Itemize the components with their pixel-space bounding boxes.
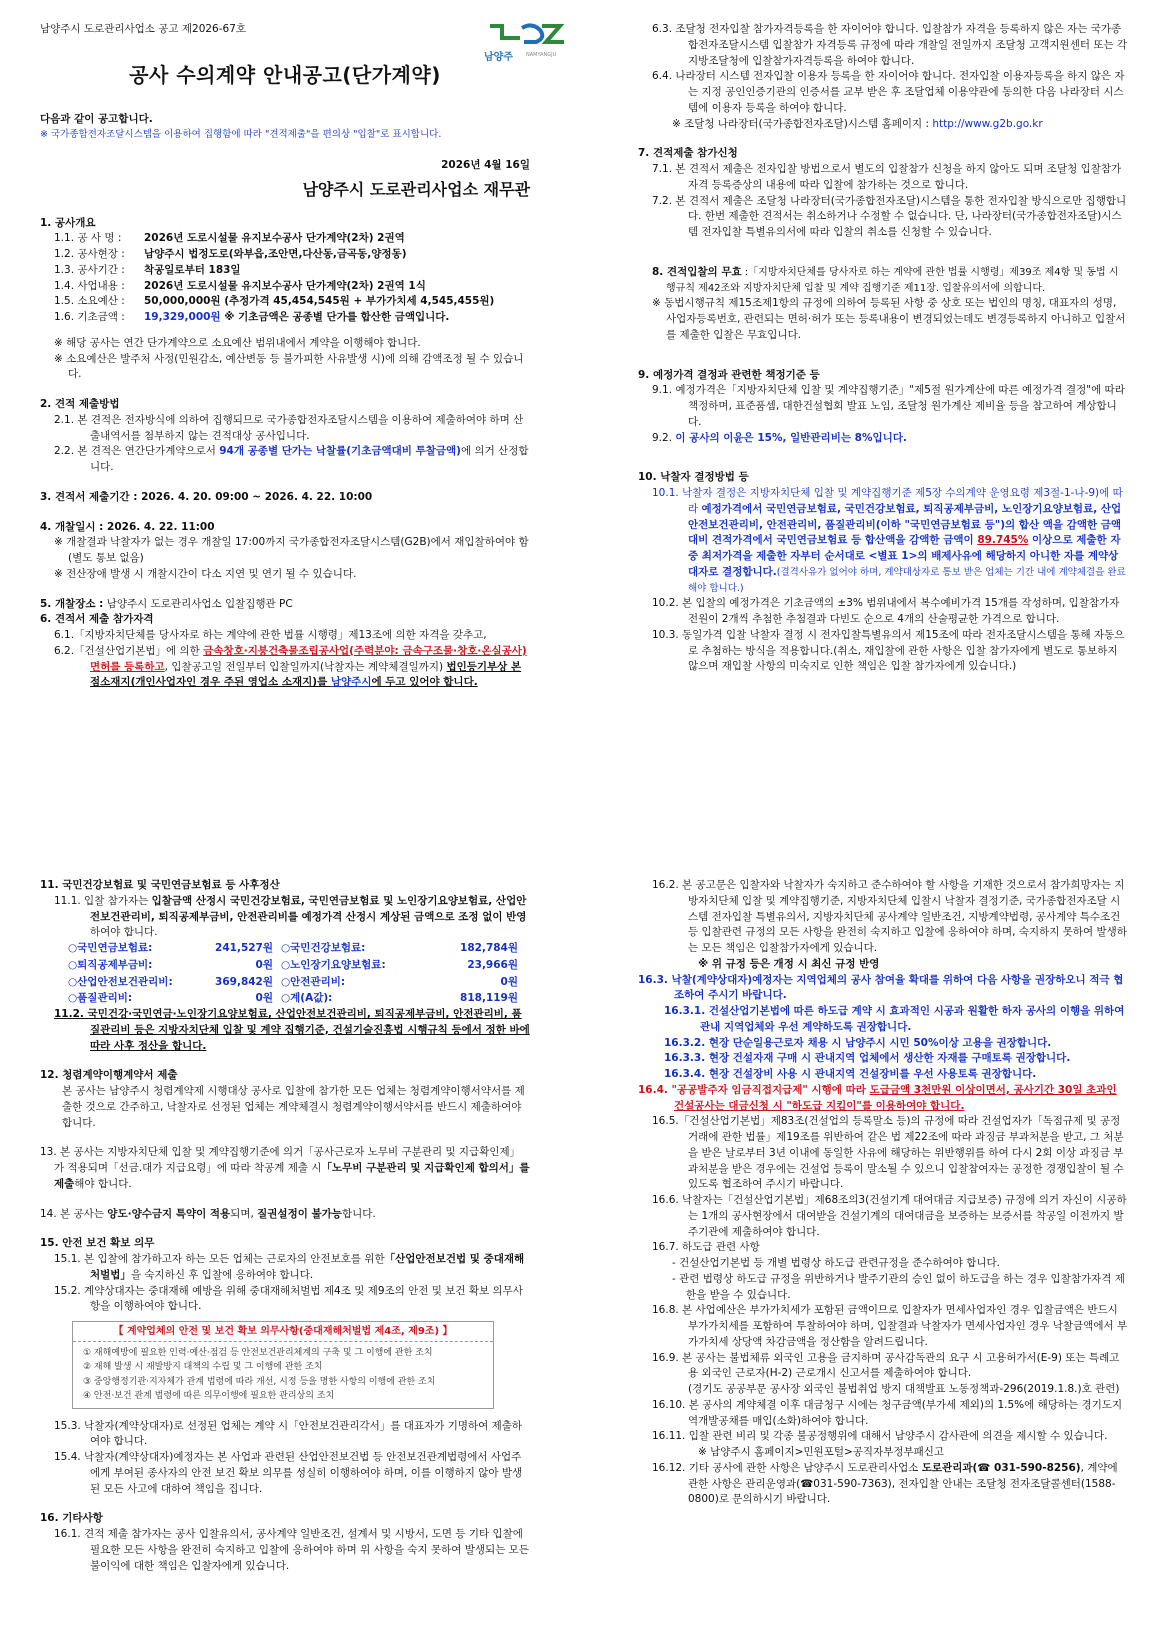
s7-heading: 7. 견적제출 참가신청	[638, 147, 738, 160]
intro: 다음과 같이 공고합니다.	[40, 112, 153, 125]
s12-body: 본 공사는 남양주시 청렴계약제 시행대상 공사로 입찰에 참가한 모든 업체는 청렴계약이행서약서를 제출한 것으로 간주하고, 낙찰자로 선정된 업체는 계약체결시 청렴계약이행서약서를 반드시 제출하여야 합니다.	[62, 1085, 525, 1129]
ins-value: 818,119원	[460, 992, 518, 1005]
s13: 13. 본 공사는 지방자치단체 입찰 및 계약집행기준에 의거「공사근로자 노무비 구분관리 및 지급확인제」가 적용되며「선금.대가 지급요령」에 따라 착공계 제출 시「노무비 구분관리 및 지급확인제 합의서」를 제출해야 합니다.	[40, 1146, 530, 1190]
s16-p1: 16.1. 견적 제출 참가자는 공사 입찰유의서, 공사계약 일반조건, 설계서 및 시방서, 도면 등 기타 입찰에 필요한 모든 사항을 완전히 숙지하고 입찰에 응하여야 하며 위 사항을 숙지 못하여 발생되는 모든 불이익에 대한 책임은 입찰자에게 있습니다.	[54, 1528, 529, 1572]
s16-p3: 16.3. 낙찰(계약상대자)예정자는 지역업체의 공사 참여율 확대를 위하여 다음 사항을 권장하오니 적극 협조하여 주시기 바랍니다.	[638, 973, 1124, 1002]
s16-p11: 16.11. 입찰 관련 비리 및 각종 불공정행위에 대해서 남양주시 감사관에 의견을 제시할 수 있습니다.	[652, 1430, 1108, 1443]
page-title: 공사 수의계약 안내공고(단가계약)	[129, 62, 441, 87]
insurance-table	[40, 941, 530, 1007]
s15-p4: 15.4. 낙찰자(계약상대자)예정자는 본 사업과 관련된 산업안전보건법 등 안전보건관계법령에서 사업주에게 부여된 종사자의 안전 보건 확보 의무를 성실히 이행하여야 하며, 이를 이행하지 않아 발생된 모든 사고에 대하여 책임을 집니다.	[54, 1451, 523, 1495]
s16-p12: 16.12. 기타 공사에 관한 사항은 남양주시 도로관리사업소 도로관리과(☎ 031-590-8256), 계약에 관한 사항은 관리운영과(☎031-590-7363), 전자입찰 안내는 조달청 전자조달콜센터(1588-0800)로 문의하시기 바랍니다.	[652, 1461, 1118, 1506]
ins-label: ○산업안전보건관리비:	[68, 975, 173, 988]
s16-p72: - 관련 법령상 하도급 규정을 위반하거나 발주기관의 승인 없이 하도급을 하는 경우 입찰참가자격 제한을 받을 수 있습니다.	[672, 1272, 1125, 1301]
ins-label: ○국민건강보험료:	[281, 942, 366, 954]
box-item: ③ 중앙행정기관·지자체가 관계 법령에 따라 개선, 시정 등을 명한 사항의 이행에 관한 조치	[83, 1376, 436, 1387]
safety-obligations-box	[72, 1321, 494, 1409]
s6-p2: 6.2.「건설산업기본법」에 의한 금속창호·지붕건축물조립공사업(주력분야: 금속구조물·창호·온실공사) 면허를 등록하고, 입찰공고일 전일부터 입찰일까지(낙찰자는 계약체결일까지) 법인등기부상 본점소재지(개인사업자인 경우 주된 영업소 소재지)를 남양주시에 두고 있어야 합니다.	[54, 644, 527, 689]
box-title: 【 계약업체의 안전 및 보건 확보 의무사항(중대재해처벌법 제4조, 제9조) 】	[73, 1322, 493, 1342]
ins-label: ○국민연금보험료:	[68, 942, 153, 954]
s16-p5: 16.5.「건설산업기본법」제83조(건설업의 등록말소 등)의 규정에 따라 건설업자가「독점규제 및 공정거래에 관한 법률」제19조를 위반하여 같은 법 제22조에 따라 과징금 부과처분을 받고, 그 처분을 받은 날로부터 3년 이내에 동일한 사유에 해당하는 위반행위를 하여 다시 2회 이상 과징금 부과처분을 받은 경우에는 건설업 등록이 말소될 수 있으니 입찰참여자는 공정한 경쟁입찰이 될 수 있도록 협조하여 주시기 바랍니다.	[652, 1115, 1124, 1191]
s8-note: ※ 동법시행규칙 제15조제1항의 규정에 의하여 등록된 사항 중 상호 또는 법인의 명칭, 대표자의 성명, 사업자등록번호, 관련되는 면허·허가 또는 등록내용이 변경되었는데도 변경등록하지 아니하고 입찰서를 제출한 입찰은 무효입니다.	[652, 297, 1126, 341]
page1-left-column	[40, 22, 557, 691]
box-item: ④ 안전·보건 관계 법령에 따른 의무이행에 필요한 관리상의 조치	[83, 1391, 335, 1402]
s16-p33: 16.3.3. 현장 건설자재 구매 시 관내지역 업체에서 생산한 자재를 구매토록 권장합니다.	[664, 1052, 1071, 1065]
s14: 14. 본 공사는 양도·양수금지 특약이 적용되며, 질권설정이 불가능합니다.	[40, 1207, 376, 1220]
intro-note: ※ 국가종합전자조달시스템을 이용하여 집행함에 따라 "견적제출"을 편의상 "입찰"로 표시합니다.	[40, 128, 442, 140]
s3-heading: 3. 견적서 제출기간 : 2026. 4. 20. 09:00 ~ 2026. 4. 22. 10:00	[40, 490, 373, 503]
s15-p1: 15.1. 본 입찰에 참가하고자 하는 모든 업체는 근로자의 안전보호를 위한「산업안전보건법 및 중대재해처벌법」을 숙지하신 후 입찰에 응하여야 합니다.	[54, 1253, 525, 1281]
s16-p2: 16.2. 본 공고문은 입찰자와 낙찰자가 숙지하고 준수하여야 할 사항을 기재한 것으로서 참가희망자는 지방자치단체 입찰 및 계약집행기준, 지방자치단체 입찰시 낙찰자 결정기준, 국가종합전자조달 시스템 전자입찰 특별유의서, 지방자치단체 공사계약 일반조건, 지방계약법령, 공사계약 특수조건 등 입찰관련 규정의 모든 사항을 완전히 숙지하고 입찰에 응하여야 하며, 숙지하지 못하여 발생하는 모든 책임은 입찰참가자에게 있습니다.	[652, 879, 1127, 954]
ins-label: ○품질관리비:	[68, 992, 133, 1005]
s7-p2: 7.2. 본 견적서 제출은 조달청 나라장터(국가종합전자조달)시스템을 통한 전자입찰 방식으로만 집행합니다. 한번 제출한 견적서는 취소하거나 수정할 수 없습니다. 단, 나라장터(국가종합전자조달)시스템 전자입찰 특별유의서에 따라 입찰의 취소를 신청할 수 있습니다.	[652, 194, 1127, 238]
ins-value: 23,966원	[467, 958, 518, 971]
s16-p71: - 건설산업기본법 등 개별 법령상 하도급 관련규정을 준수하여야 합니다.	[672, 1257, 1000, 1269]
s11-p2: 11.2. 국민건강·국민연금·노인장기요양보험료, 산업안전보건관리비, 퇴직공제부금비, 안전관리비, 품질관리비 등은 지방자치단체 입찰 및 계약 집행기준, 건설기술진흥법 시행규칙 등에서 정한 바에 따라 사후 정산을 합니다.	[54, 1008, 530, 1052]
s10-p2: 10.2. 본 입찰의 예정가격은 기초금액의 ±3% 범위내에서 복수예비가격 15개를 작성하며, 입찰참가자 전원이 2개씩 추첨한 추첨결과 다빈도 순으로 4개의 산술평균한 가격으로 합니다.	[652, 597, 1120, 625]
s16-p6: 16.6. 낙찰자는「건설산업기본법」제68조의3(건설기계 대여대금 지급보증) 규정에 의거 자신이 시공하는 1개의 공사현장에서 대여받을 건설기계의 대여대금을 보증하는 보증서를 착공일 이전까지 발주기관에 제출하여야 합니다.	[652, 1194, 1127, 1238]
svg-text:NAMYANGJU: NAMYANGJU	[526, 52, 557, 58]
s16-p31: 16.3.1. 건설산업기본법에 따른 하도급 계약 시 효과적인 시공과 원활한 하자 공사의 이행을 위하여 관내 지역업체와 우선 계약하도록 권장합니다.	[664, 1005, 1125, 1033]
announce-date: 2026년 4월 16일	[441, 158, 530, 171]
s16-p9: 16.9. 본 공사는 불법체류 외국인 고용을 금지하며 공사감독관의 요구 시 고용허가서(E-9) 또는 특례고용 외국인 근로자(H-2) 근로개시 신고서를 제출하여야 합니다.	[652, 1351, 1120, 1380]
issuer: 남양주시 도로관리사업소 재무관	[302, 179, 530, 199]
svg-text:남양주: 남양주	[484, 52, 513, 63]
ins-value: 0원	[255, 992, 273, 1005]
s11-p1: 11.1. 입찰 참가자는 입찰금액 산정시 국민건강보험료, 국민연금보험료 및 노인장기요양보험료, 산업안전보건관리비, 퇴직공제부금비, 안전관리비를 예정가격 산정시 계상된 금액으로 조정 없이 반영하여야 합니다.	[54, 894, 527, 939]
ins-label: ○퇴직공제부금비:	[68, 958, 153, 971]
s16-p34: 16.3.4. 현장 건설장비 사용 시 관내지역 건설장비를 우선 사용토록 권장합니다.	[664, 1068, 1037, 1080]
s1-row: 1.2. 공사현장 : 남양주시 법정도로(와부읍,조안면,다산동,금곡동,양정동)	[54, 248, 407, 260]
s9-p1: 9.1. 예정가격은「지방자치단체 입찰 및 계약집행기준」"제5절 원가계산에 따른 예정가격 결정"에 따라 책정하며, 표준품셈, 대한건설협회 발표 노임, 조달청 원가계산 제비율 등을 참고하여 계상합니다.	[652, 384, 1125, 428]
s15-p2: 15.2. 계약상대자는 중대재해 예방을 위해 중대재해처벌법 제4조 및 제9조의 안전 및 보건 확보 의무사항을 이행하여야 합니다.	[54, 1284, 523, 1313]
s2-p1: 2.1. 본 견적은 전자방식에 의하여 집행되므로 국가종합전자조달시스템을 이용하여 제출하여야 하며 산출내역서를 첨부하지 않는 견적대상 공사입니다.	[54, 413, 524, 442]
s1-row: 1.3. 공사기간 : 착공일로부터 183일	[54, 263, 241, 276]
s1-note: ※ 소요예산은 발주처 사정(민원감소, 예산변동 등 불가피한 사유발생 시)에 의해 감액조정 될 수 있습니다.	[54, 352, 524, 381]
s16-p11-note: ※ 남양주시 홈페이지>민원포털>공직자부정부패신고	[698, 1446, 945, 1458]
s16-p4: 16.4. "공공발주자 임금직접지급제" 시행에 따라 도급금액 3천만원 이상이면서, 공사기간 30일 초과인 건설공사는 대금신청 시 "하도급 지킴이"를 이용하여야 합니다.	[638, 1083, 1117, 1112]
s1-row: 1.6. 기초금액 : 19,329,000원 ※ 기초금액은 공종별 단가를 합산한 금액입니다.	[54, 311, 450, 323]
s16-p8: 16.8. 본 사업예산은 부가가치세가 포함된 금액이므로 입찰자가 면세사업자인 경우 입찰금액은 반드시 부가가치세를 포함하여 투찰하여야 하며, 입찰결과 낙찰자가 면세사업자인 경우 낙찰금액에서 부가가치세 상당액 차감금액을 정산함을 알려드립니다.	[652, 1304, 1128, 1348]
s10-p1: 10.1. 낙찰자 결정은 지방자치단체 입찰 및 계약집행기준 제5장 수의계약 운영요령 제3절-1-나-9)에 따라 예정가격에서 국민연금보험료, 국민건강보험료, 퇴직공제부금비, 노인장기요양보험료, 산업안전보건관리비, 안전관리비, 품질관리비(이하 "국민연금보험료 등")의 합산 액을 감액한 금액 대비 견적가격에서 국민연금보험료 등 합산액을 감액한 금액이 89.745% 이상으로 제출한 자 중 최저가격을 제출한 자부터 순서대로 <별표 1>의 배제사유에 해당하지 아니한 자를 계약상대자로 결정합니다.(결격사유가 없어야 하며, 계약대상자로 통보 받은 업체는 기간 내에 계약체결을 완료해야 합니다.)	[652, 487, 1126, 594]
s6-p4: 6.4. 나라장터 시스템 전자입찰 이용자 등록을 한 자이어야 합니다. 전자입찰 이용자등록을 하지 않은 자는 지정 공인인증기관의 인증서를 교부 받은 후 조달업체 이용약관에 동의한 다음 나라장터 시스템에 이용자 등록을 하여야 합니다.	[652, 70, 1125, 114]
s11-heading: 11. 국민건강보험료 및 국민연금보험료 등 사후정산	[40, 879, 280, 891]
s4-note: ※ 전산장애 발생 시 개찰시간이 다소 지연 및 연기 될 수 있습니다.	[54, 567, 357, 580]
s9-heading: 9. 예정가격 결정과 관련한 책정기준 등	[638, 368, 820, 381]
ins-label: ○계(A값):	[281, 992, 333, 1005]
s15-p3: 15.3. 낙찰자(계약상대자)로 선정된 업체는 계약 시「안전보건관리각서」를 대표자가 기명하여 제출하여야 합니다.	[54, 1419, 523, 1448]
s1-row: 1.4. 사업내용 : 2026년 도로시설물 유지보수공사 단가계약(2차) 2권역 1식	[54, 279, 426, 292]
s2-heading: 2. 견적 제출방법	[40, 398, 120, 410]
s16-heading: 16. 기타사항	[40, 1512, 103, 1525]
s6-p3: 6.3. 조달청 전자입찰 참가자격등록을 한 자이어야 합니다. 입찰참가 자격을 등록하지 않은 자는 국가종합전자조달시스템 입찰참가 자격등록 규정에 따라 개찰일 전일까지 조달청 고객지원센터 또는 각 지방조달청에 입찰참가자격등록을 하여야 합니다.	[652, 23, 1128, 67]
s6-heading: 6. 견적서 제출 참가자격	[40, 613, 154, 626]
s2-p2: 2.2. 본 견적은 연간단가계약으로서 94개 공종별 단가는 낙찰률(기초금액대비 투찰금액)에 의거 산정합니다.	[54, 445, 529, 473]
s1-heading: 1. 공사개요	[40, 216, 96, 229]
s9-p2: 9.2. 이 공사의 이윤은 15%, 일반관리비는 8%입니다.	[652, 431, 907, 444]
page2-left-column	[40, 878, 530, 1574]
s6-p1: 6.1.「지방자치단체를 당사자로 하는 계약에 관한 법률 시행령」제13조에 의한 자격을 갖추고,	[54, 629, 487, 641]
s10-p3: 10.3. 동일가격 입찰 낙찰자 결정 시 전자입찰특별유의서 제15조에 따라 전자조달시스템을 통해 자동으로 추첨하는 방식을 적용합니다.(취소, 재입찰에 관한 사항은 입찰 참가자에게 별도로 통보하지 않으며 재입찰 사항의 미숙지로 인한 책임은 입찰 참가자에게 있습니다.)	[652, 628, 1125, 673]
box-item: ① 재해예방에 필요한 인력·예산·점검 등 안전보건관리체계의 구축 및 그 이행에 관한 조치	[83, 1348, 433, 1358]
s16-p9-note: (경기도 공공부문 공사장 외국인 불법취업 방지 대책발표 노동정책과-296(2019.1.8.)호 관련)	[688, 1383, 1120, 1395]
s16-p10: 16.10. 본 공사의 계약체결 이후 대금청구 시에는 청구금액(부가세 제외)의 1.5%에 해당하는 경기도지역개발공채를 매입(소화)하여야 합니다.	[652, 1398, 1123, 1427]
s12-heading: 12. 청렴계약이행계약서 제출	[40, 1069, 178, 1082]
s4-heading: 4. 개찰일시 : 2026. 4. 22. 11:00	[40, 520, 215, 533]
s8-heading: 8. 견적입찰의 무효 :「지방자치단체를 당사자로 하는 계약에 관한 법률 시행령」제39조 제4항 및 동법 시행규칙 제42조와 지방자치단체 입찰 및 계약 집행기준 제11장. 입찰유의서에 의합니다.	[652, 265, 1119, 294]
page1-right-column	[638, 22, 1128, 675]
s1-row: 1.5. 소요예산 : 50,000,000원 (추정가격 45,454,545원 + 부가가치세 4,545,455원)	[54, 295, 495, 308]
s5-heading: 5. 개찰장소 : 남양주시 도로관리사업소 입찰집행관 PC	[40, 597, 293, 610]
s4-note: ※ 개찰결과 낙찰자가 없는 경우 개찰일 17:00까지 국가종합전자조달시스템(G2B)에서 재입찰하여야 함(별도 통보 없음)	[54, 536, 529, 564]
ins-value: 0원	[255, 958, 273, 971]
s1-row: 1.1. 공 사 명 : 2026년 도로시설물 유지보수공사 단가계약(2차) 2권역	[54, 232, 405, 245]
notice-number: 남양주시 도로관리사업소 공고 제2026-67호	[40, 23, 247, 35]
ins-label: ○안전관리비:	[281, 975, 346, 988]
s16-note: ※ 위 규정 등은 개정 시 최신 규정 반영	[698, 957, 880, 970]
ins-value: 182,784원	[460, 942, 518, 954]
s15-heading: 15. 안전 보건 확보 의무	[40, 1237, 155, 1250]
s1-note: ※ 해당 공사는 연간 단가계약으로 소요예산 범위내에서 계약을 이행해야 합니다.	[54, 336, 421, 349]
s10-heading: 10. 낙찰자 결정방법 등	[638, 471, 749, 484]
s6-note: ※ 조달청 나라장터(국가종합전자조달)시스템 홈페이지 : http://www.g2b.go.kr	[672, 117, 1043, 130]
ins-value: 369,842원	[215, 975, 273, 988]
s7-p1: 7.1. 본 견적서 제출은 전자입찰 방법으로서 별도의 입찰참가 신청을 하지 않아도 되며 조달청 입찰참가 자격 등록증상의 내용에 따라 입찰에 참가하는 것으로 합니다.	[652, 163, 1122, 191]
page2-right-column	[638, 878, 1128, 1508]
ins-value: 241,527원	[215, 942, 273, 954]
g2b-link[interactable]: http://www.g2b.go.kr	[932, 117, 1043, 130]
ins-value: 0원	[500, 975, 518, 988]
ins-label: ○노인장기요양보험료:	[281, 958, 386, 971]
namyangju-logo	[480, 22, 570, 68]
s16-p7: 16.7. 하도급 관련 사항	[652, 1241, 760, 1254]
s16-p32: 16.3.2. 현장 단순일용근로자 채용 시 남양주시 시민 50%이상 고용을 권장합니다.	[664, 1036, 1052, 1049]
box-item: ② 재해 발생 시 재발방지 대책의 수립 및 그 이행에 관한 조치	[83, 1362, 323, 1373]
